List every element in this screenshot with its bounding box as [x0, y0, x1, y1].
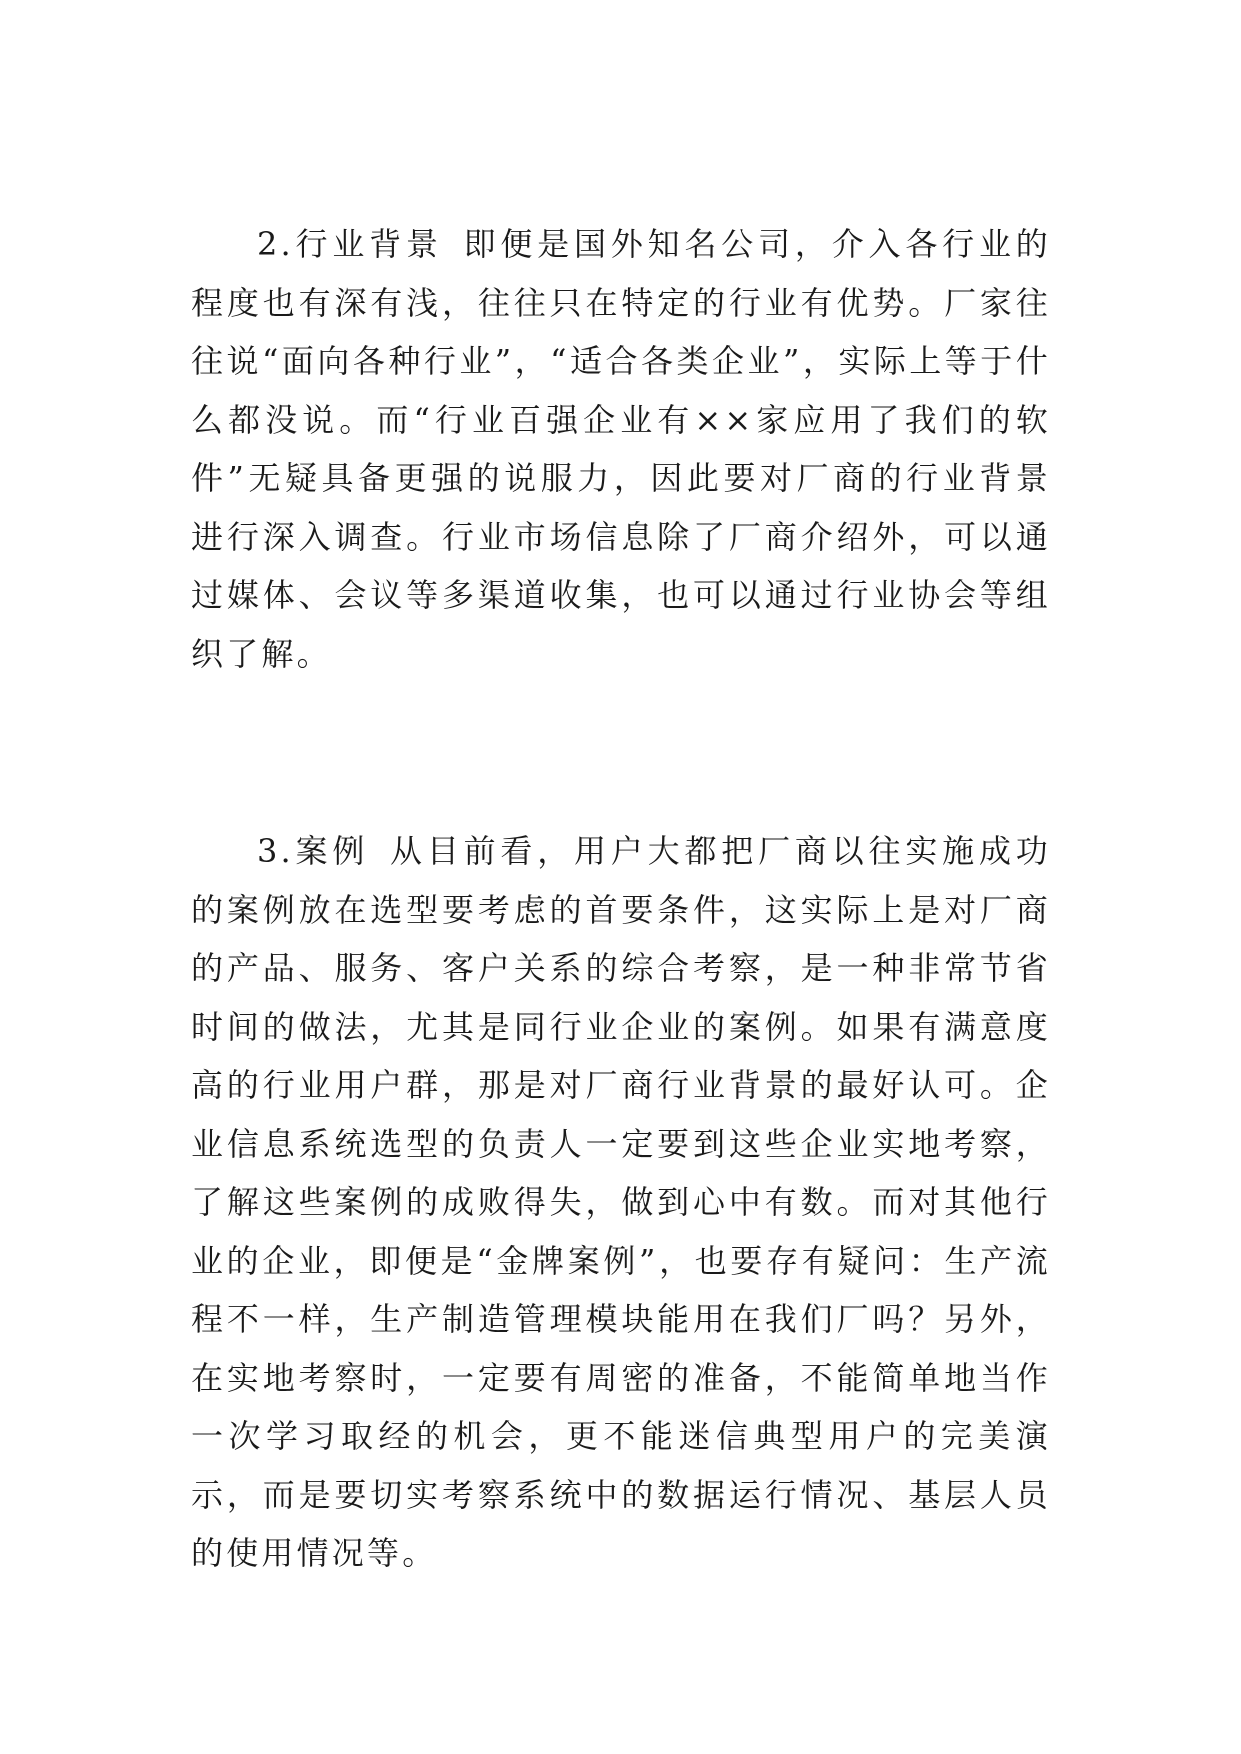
paragraph-body: 从目前看，用户大都把厂商以往实施成功的案例放在选型要考虑的首要条件，这实际上是对厂商的产品、服务、客户关系的综合考察，是一种非常节省时间的做法，尤其是同行业企业的案例。如果有满意度高的行业用户群，那是对厂商行业背景的最好认可。企业信息系统选型的负责人一定要到这些企业实地考察，了解这些案例的成败得失，做到心中有数。而对其他行业的企业，即便是“金牌案例”，也要存有疑问：生产流程不一样，生产制造管理模块能用在我们厂吗？另外，在实地考察时，一定要有周密的准备，不能简单地当作一次学习取经的机会，更不能迷信典型用户的完美演示，而是要切实考察系统中的数据运行情况、基层人员的使用情况等。 [191, 832, 1052, 1572]
paragraph-heading: 案例 [293, 832, 370, 870]
paragraph-heading: 行业背景 [293, 225, 443, 263]
paragraph-cases [191, 822, 1051, 1583]
paragraph-number: 2. [257, 225, 294, 263]
paragraph-industry-background [191, 215, 1051, 683]
heading-gap [443, 225, 462, 263]
heading-gap [369, 832, 388, 870]
paragraph-body: 即便是国外知名公司，介入各行业的程度也有深有浅，往往只在特定的行业有优势。厂家往往说“面向各种行业”，“适合各类企业”，实际上等于什么都没说。而“行业百强企业有××家应用了我们的软件”无疑具备更强的说服力，因此要对厂商的行业背景进行深入调查。行业市场信息除了厂商介绍外，可以通过媒体、会议等多渠道收集，也可以通过行业协会等组织了解。 [191, 225, 1051, 673]
paragraph-number: 3. [257, 832, 294, 870]
